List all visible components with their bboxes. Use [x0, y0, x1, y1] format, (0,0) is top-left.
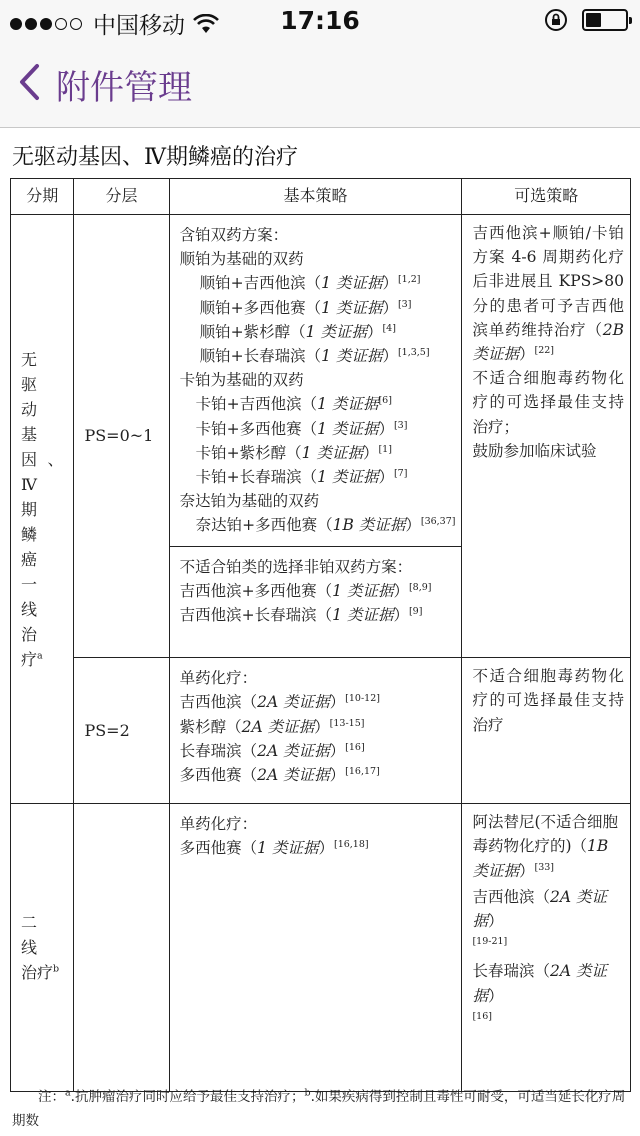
basic-strategy-second-line: 单药化疗： 多西他赛（1 类证据）[16,18] [169, 804, 462, 1092]
table-row [11, 658, 631, 804]
back-chevron-icon[interactable] [16, 62, 42, 102]
header-optional-strategy: 可选策略 [462, 179, 631, 215]
optional-strategy-second-line: 阿法替尼(不适合细胞毒药物化疗的)（1B 类证据）[33] 吉西他滨（2A 类证据） [19-21] 长春瑞滨（2A 类证据） [16] [462, 804, 631, 1092]
layer-ps-0-1: PS=0~1 [74, 215, 169, 658]
basic-strategy-platinum: 含铂双药方案： 顺铂为基础的双药 顺铂+吉西他滨（1 类证据）[1,2] 顺铂+多西他赛（1 类证据）[3] 顺铂+紫杉醇（1 类证据）[4] 顺铂+长春瑞滨（1 类证据）[1,3,5] 卡铂为基础的双药 卡铂+吉西他滨（1 类证据[6] 卡铂+多西他赛（1 类证据）[3] 卡铂+紫杉醇（1 类证据）[1] 卡铂+长春瑞滨（1 类证据）[7] 奈达铂为基础的双药 奈达铂+多西他赛（1B 类证据）[36,37] 不适合铂类的选择非铂双药方案： 吉西他滨+多西他赛（1 类证据）[8,9] 吉西他滨+长春瑞滨（1 类证据）[9] [169, 215, 462, 658]
navigation-bar [0, 40, 640, 128]
table-header-row [11, 179, 631, 215]
layer-ps-2: PS=2 [74, 658, 169, 804]
layer-empty [74, 804, 169, 1092]
table-row [11, 215, 631, 658]
optional-strategy-ps2: 不适合细胞毒药物化疗的可选择最佳支持治疗 [462, 658, 631, 804]
optional-strategy-first-line: 吉西他滨+顺铂/卡铂方案 4-6 周期药化疗后非进展且 KPS>80 分的患者可予吉西他滨单药维持治疗（2B 类证据）[22] 不适合细胞毒药物化疗的可选择最佳支持治疗； 鼓励参加临床试验 [462, 215, 631, 658]
carrier-name: 中国移动 [93, 13, 185, 39]
basic-strategy-ps2: 单药化疗： 吉西他滨（2A 类证据）[10-12] 紫杉醇（2A 类证据）[13-15] 长春瑞滨（2A 类证据）[16] 多西他赛（2A 类证据）[16,17] [169, 658, 462, 804]
header-phase: 分期 [11, 179, 74, 215]
phase-second-line: 二 线 治疗$^b$ [11, 804, 74, 1092]
header-layer: 分层 [74, 179, 169, 215]
battery-icon [582, 9, 628, 31]
table-footnote: 注：$^a$.抗肿瘤治疗同时应给予最佳支持治疗；$^b$.如果疾病得到控制且毒性可耐受，可适当延长化疗周期数 [12, 1087, 626, 1129]
document-title: 无驱动基因、Ⅳ期鳞癌的治疗 [12, 145, 298, 170]
status-bar [0, 0, 640, 40]
table-row [11, 804, 631, 1092]
basic-strategy-non-platinum: 不适合铂类的选择非铂双药方案： 吉西他滨+多西他赛（1 类证据）[8,9] 吉西他滨+长春瑞滨（1 类证据）[9] [170, 546, 462, 658]
nav-title[interactable]: 附件管理 [56, 68, 192, 108]
status-time: 17:16 [280, 6, 360, 35]
header-basic-strategy: 基本策略 [169, 179, 462, 215]
treatment-table [10, 178, 631, 1092]
phase-first-line: 无 驱 动 基 因、Ⅳ 期 鳞 癌 一 线 治 疗$^a$ [11, 215, 74, 804]
rotation-lock-icon [544, 8, 568, 32]
